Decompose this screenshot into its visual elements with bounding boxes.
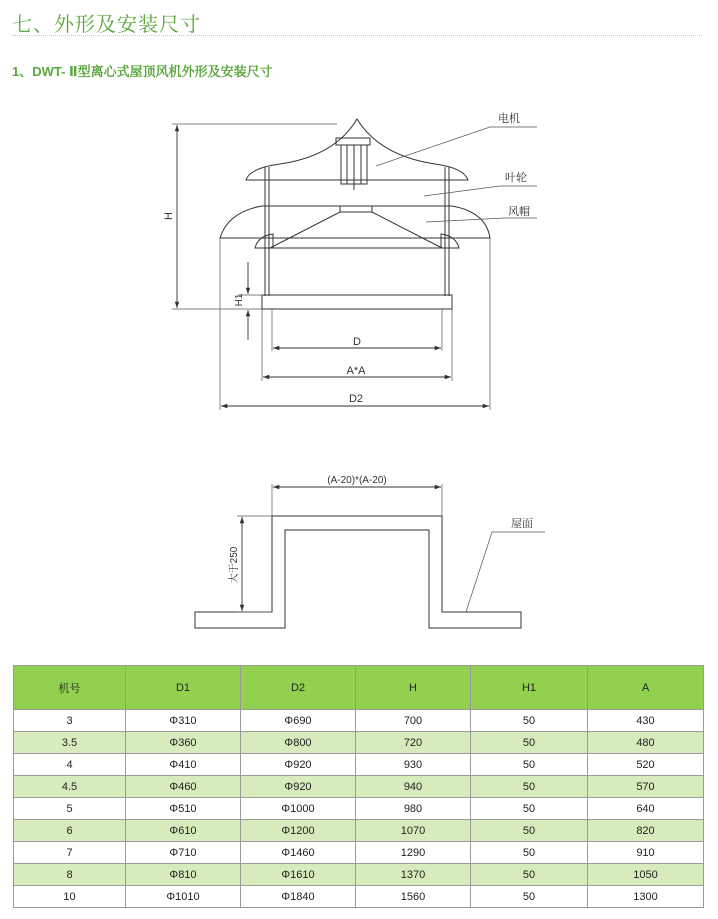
table-cell: Φ1460 — [241, 842, 356, 864]
table-cell: 50 — [471, 842, 588, 864]
table-row — [14, 864, 704, 886]
table-row — [14, 842, 704, 864]
table-cell: 910 — [588, 842, 704, 864]
table-cell: 1050 — [588, 864, 704, 886]
table-cell: 10 — [14, 886, 126, 908]
table-cell: 50 — [471, 820, 588, 842]
table-cell: Φ510 — [126, 798, 241, 820]
table-cell: 50 — [471, 754, 588, 776]
table-cell: Φ310 — [126, 710, 241, 732]
header-d1: D1 — [126, 666, 241, 710]
table-cell: Φ1200 — [241, 820, 356, 842]
table-cell: 820 — [588, 820, 704, 842]
label-h: H — [163, 212, 175, 220]
table-cell: 1560 — [356, 886, 471, 908]
base-plate — [262, 295, 452, 309]
fan-outline-diagram — [220, 119, 490, 309]
table-cell: 480 — [588, 732, 704, 754]
table-cell: 930 — [356, 754, 471, 776]
table-cell: 50 — [471, 776, 588, 798]
table-row — [14, 776, 704, 798]
table-cell: Φ800 — [241, 732, 356, 754]
label-roof: 屋面 — [511, 518, 533, 530]
table-cell: Φ920 — [241, 776, 356, 798]
roof-base-diagram — [195, 516, 521, 628]
table-cell: 4.5 — [14, 776, 126, 798]
label-motor: 电机 — [498, 113, 520, 125]
table-row — [14, 732, 704, 754]
table-header-row — [14, 666, 704, 710]
motor-shape — [336, 138, 370, 190]
table-cell: 700 — [356, 710, 471, 732]
table-cell: Φ610 — [126, 820, 241, 842]
table-cell: 720 — [356, 732, 471, 754]
table-row — [14, 886, 704, 908]
table-cell: 570 — [588, 776, 704, 798]
table-cell: 7 — [14, 842, 126, 864]
subtitle: 1、DWT- Ⅱ型离心式屋顶风机外形及安装尺寸 — [12, 64, 273, 79]
table-cell: 50 — [471, 886, 588, 908]
spec-table-wrapper — [13, 665, 703, 908]
label-inner-size: (A-20)*(A-20) — [327, 475, 387, 486]
table-cell: 980 — [356, 798, 471, 820]
table-cell: Φ360 — [126, 732, 241, 754]
section-title: 七、外形及安装尺寸 — [12, 14, 201, 36]
table-cell: Φ1000 — [241, 798, 356, 820]
table-cell: 640 — [588, 798, 704, 820]
motor-cover — [246, 119, 468, 180]
table-cell: 3.5 — [14, 732, 126, 754]
label-impeller: 叶轮 — [505, 172, 527, 184]
table-cell: 8 — [14, 864, 126, 886]
table-cell: 1290 — [356, 842, 471, 864]
table-cell: 3 — [14, 710, 126, 732]
table-cell: Φ690 — [241, 710, 356, 732]
table-cell: 4 — [14, 754, 126, 776]
table-row — [14, 798, 704, 820]
spec-table — [13, 665, 704, 908]
table-row — [14, 820, 704, 842]
table-cell: 940 — [356, 776, 471, 798]
table-cell: 5 — [14, 798, 126, 820]
table-cell: 430 — [588, 710, 704, 732]
label-axa: A*A — [346, 365, 366, 377]
table-cell: Φ1010 — [126, 886, 241, 908]
table-row — [14, 710, 704, 732]
table-row — [14, 754, 704, 776]
table-cell: 50 — [471, 798, 588, 820]
header-d2: D2 — [241, 666, 356, 710]
header-model: 机号 — [14, 666, 126, 710]
table-cell: 1070 — [356, 820, 471, 842]
label-hood: 风帽 — [508, 206, 530, 218]
table-cell: Φ410 — [126, 754, 241, 776]
header-h: H — [356, 666, 471, 710]
header-h1: H1 — [471, 666, 588, 710]
table-cell: 520 — [588, 754, 704, 776]
table-cell: 1370 — [356, 864, 471, 886]
table-cell: Φ710 — [126, 842, 241, 864]
table-cell: Φ810 — [126, 864, 241, 886]
label-height-min: 大于250 — [229, 546, 240, 584]
table-cell: 50 — [471, 732, 588, 754]
table-cell: Φ460 — [126, 776, 241, 798]
table-cell: Φ1840 — [241, 886, 356, 908]
impeller-shape — [270, 212, 442, 248]
table-cell: Φ1610 — [241, 864, 356, 886]
table-cell: 1300 — [588, 886, 704, 908]
label-d: D — [353, 336, 361, 348]
label-h1: H1 — [234, 293, 245, 307]
table-cell: Φ920 — [241, 754, 356, 776]
table-cell: 50 — [471, 864, 588, 886]
label-d2: D2 — [348, 393, 364, 405]
header-a: A — [588, 666, 704, 710]
table-cell: 50 — [471, 710, 588, 732]
table-cell: 6 — [14, 820, 126, 842]
